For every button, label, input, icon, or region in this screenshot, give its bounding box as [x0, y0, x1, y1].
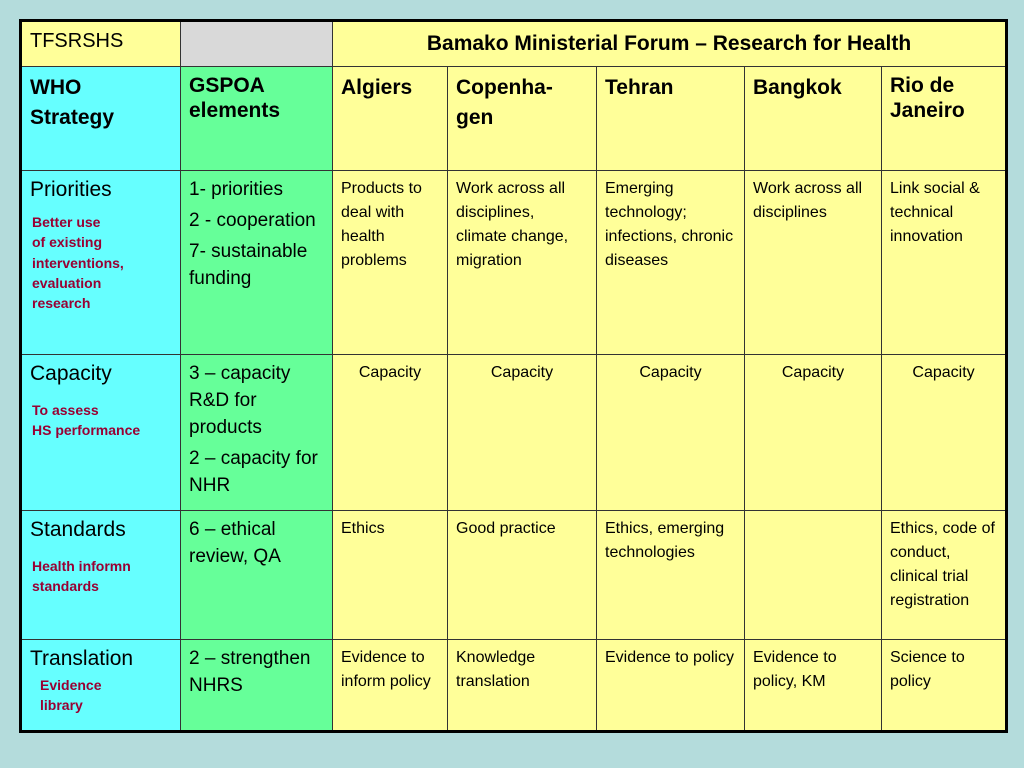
gspoa-header: [181, 67, 333, 171]
table-cell: Capacity: [745, 355, 882, 511]
who-header-line: Strategy: [30, 106, 115, 130]
gspoa-item: 2 – capacity for NHR: [189, 447, 318, 496]
forum-title: Bamako Ministerial Forum – Research for Health: [333, 21, 1007, 67]
gspoa-item: 1- priorities: [189, 179, 283, 200]
who-header-line: WHO: [30, 76, 82, 99]
gspoa-header-line: GSPOA: [189, 74, 265, 97]
note-line: To assess: [32, 402, 99, 419]
table-cell: Capacity: [333, 355, 448, 511]
table-row: [21, 355, 1007, 511]
table-cell: Ethics: [333, 510, 448, 639]
row-label-cell: [21, 355, 181, 511]
note-line: interventions,: [32, 254, 124, 271]
row-label: Priorities: [30, 178, 112, 201]
table-cell: Work across all disciplines, climate change, migration: [448, 171, 597, 355]
table-cell: Capacity: [597, 355, 745, 511]
table-cell: Evidence to inform policy: [333, 639, 448, 731]
row-label-cell: [21, 171, 181, 355]
research-forum-table: [19, 19, 1008, 733]
table-cell: Capacity: [882, 355, 1007, 511]
table-cell: Science to policy: [882, 639, 1007, 731]
note-line: library: [40, 697, 83, 714]
gspoa-item: 6 – ethical review, QA: [189, 518, 281, 567]
city-header-tehran: Tehran: [597, 67, 745, 171]
table-cell: Work across all disciplines: [745, 171, 882, 355]
table-cell: [745, 510, 882, 639]
note-line: Better use: [32, 214, 101, 231]
gspoa-item: 2 - cooperation: [189, 209, 316, 231]
row-note: [32, 400, 172, 441]
table-cell: Evidence to policy, KM: [745, 639, 882, 731]
gspoa-header-line: elements: [189, 99, 281, 123]
note-line: evaluation: [32, 275, 102, 292]
table-cell: Ethics, code of conduct, clinical trial registration: [882, 510, 1007, 639]
table-cell: Capacity: [448, 355, 597, 511]
row-label-cell: [21, 639, 181, 731]
row-label-cell: [21, 510, 181, 639]
city-header-copenhagen: Copenha- gen: [448, 67, 597, 171]
gspoa-cell: [181, 510, 333, 639]
gspoa-cell: [181, 355, 333, 511]
table-cell: Emerging technology; infections, chronic diseases: [597, 171, 745, 355]
row-note: [32, 556, 172, 597]
table-cell: Ethics, emerging technologies: [597, 510, 745, 639]
gspoa-cell: [181, 639, 333, 731]
row-note: [40, 675, 172, 716]
note-line: HS performance: [32, 422, 141, 439]
empty-header-cell: [181, 21, 333, 67]
note-line: standards: [32, 578, 99, 595]
gspoa-item: 2 – strengthen NHRS: [189, 647, 311, 696]
row-label: Translation: [30, 646, 134, 670]
note-line: Evidence: [40, 677, 102, 694]
table-row: [21, 171, 1007, 355]
row-label: Capacity: [30, 362, 112, 385]
gspoa-item: 7- sustainable funding: [189, 240, 308, 289]
note-line: research: [32, 295, 91, 312]
city-header-bangkok: Bangkok: [745, 67, 882, 171]
row-label: Standards: [30, 517, 126, 541]
note-line: of existing: [32, 234, 103, 251]
table-cell: Evidence to policy: [597, 639, 745, 731]
city-header-algiers: Algiers: [333, 67, 448, 171]
title-row: [21, 21, 1007, 67]
city-header-rio: Rio de Janeiro: [882, 67, 1007, 171]
note-line: Health informn: [32, 558, 131, 575]
who-strategy-header: [21, 67, 181, 171]
gspoa-item: 3 – capacity R&D for products: [189, 363, 291, 438]
row-note: [32, 212, 172, 313]
header-row: [21, 67, 1007, 171]
table-cell: Products to deal with health problems: [333, 171, 448, 355]
table-row: [21, 639, 1007, 731]
table-cell: Link social & technical innovation: [882, 171, 1007, 355]
table-cell: Good practice: [448, 510, 597, 639]
corner-label: TFSRSHS: [21, 21, 181, 67]
gspoa-cell: [181, 171, 333, 355]
table-row: [21, 510, 1007, 639]
table-cell: Knowledge translation: [448, 639, 597, 731]
